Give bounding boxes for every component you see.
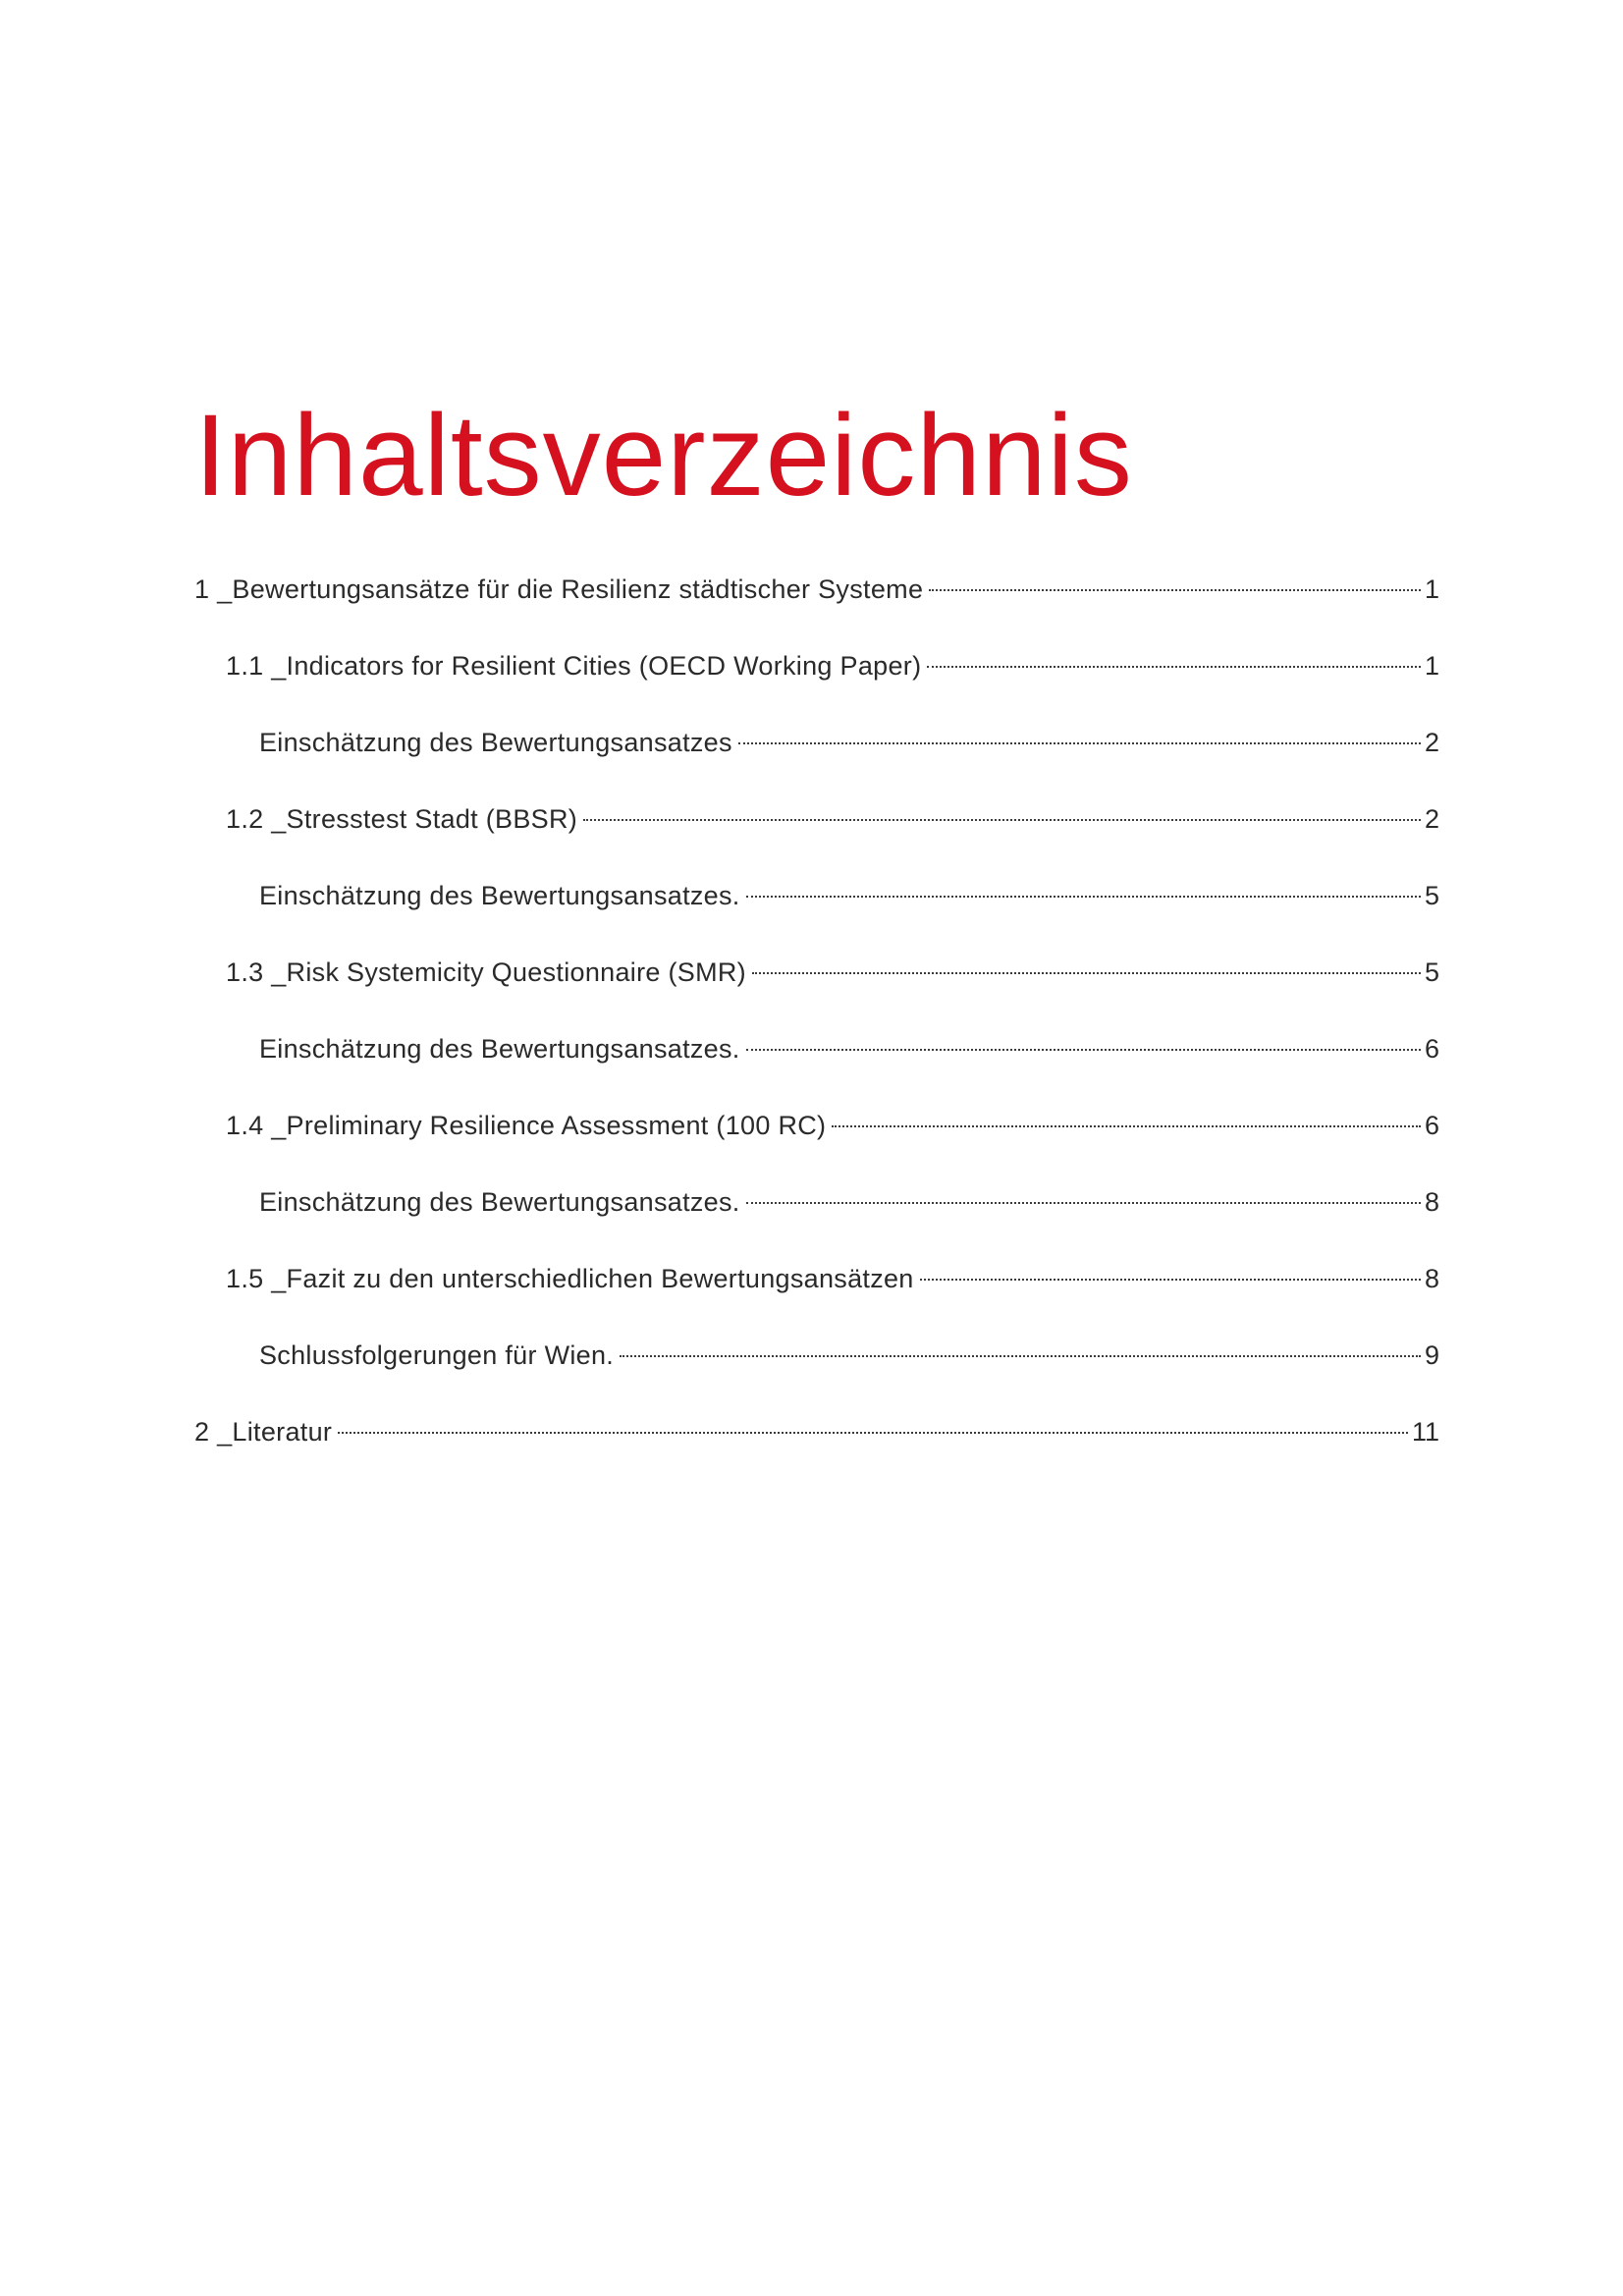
toc-entry[interactable] — [194, 1101, 1439, 1177]
toc-page-number: 2 — [1424, 728, 1439, 757]
toc-entry-text: 1.4 _Preliminary Resilience Assessment (100 RC) — [226, 1111, 827, 1140]
toc-entry-text: Einschätzung des Bewertungsansatzes. — [259, 881, 740, 910]
toc-entry-text: 1.5 _Fazit zu den unterschiedlichen Bewertungsansätzen — [226, 1264, 914, 1293]
toc-entry[interactable] — [194, 1177, 1439, 1254]
toc-page-number: 5 — [1424, 881, 1439, 910]
toc-entry-text: 1 _Bewertungsansätze für die Resilienz städtischer Systeme — [194, 574, 924, 604]
toc-entry-text: 1.1 _Indicators for Resilient Cities (OECD Working Paper) — [226, 651, 922, 681]
toc-entry-text: Einschätzung des Bewertungsansatzes. — [259, 1187, 740, 1217]
toc-dot-leader — [746, 1202, 1421, 1204]
toc-page-number: 1 — [1424, 651, 1439, 681]
toc-entry[interactable] — [194, 1331, 1439, 1407]
toc-dot-leader — [746, 896, 1421, 898]
toc-entry-text: Einschätzung des Bewertungsansatzes. — [259, 1034, 740, 1064]
toc-entry-text: 1.3 _Risk Systemicity Questionnaire (SMR) — [226, 957, 746, 987]
toc-dot-leader — [620, 1355, 1421, 1357]
toc-dot-leader — [832, 1125, 1421, 1127]
toc-entry-text: Einschätzung des Bewertungsansatzes — [259, 728, 732, 757]
toc-entry[interactable] — [194, 1407, 1439, 1484]
toc-page-number: 2 — [1424, 804, 1439, 834]
toc-dot-leader — [920, 1279, 1421, 1281]
toc-dot-leader — [752, 972, 1421, 974]
toc-entry-text: 1.2 _Stresstest Stadt (BBSR) — [226, 804, 578, 834]
toc-entry[interactable] — [194, 641, 1439, 718]
toc-entry[interactable] — [194, 794, 1439, 871]
toc-entry[interactable] — [194, 565, 1439, 641]
toc-page-number: 5 — [1424, 957, 1439, 987]
toc-dot-leader — [927, 666, 1421, 668]
toc-dot-leader — [338, 1432, 1408, 1434]
page-title: Inhaltsverzeichnis — [194, 391, 1133, 520]
toc-entry-text: 2 _Literatur — [194, 1417, 333, 1447]
toc-entry[interactable] — [194, 948, 1439, 1024]
toc-entry[interactable] — [194, 1024, 1439, 1101]
toc-entry[interactable] — [194, 718, 1439, 794]
toc-page-number: 1 — [1424, 574, 1439, 604]
toc-dot-leader — [929, 589, 1421, 591]
toc-entry-text: Schlussfolgerungen für Wien. — [259, 1340, 615, 1370]
toc-dot-leader — [583, 819, 1421, 821]
toc-page-number: 8 — [1424, 1264, 1439, 1293]
toc-dot-leader — [738, 742, 1421, 744]
toc-page-number: 6 — [1424, 1034, 1439, 1064]
toc-entry[interactable] — [194, 871, 1439, 948]
table-of-contents — [194, 565, 1439, 1484]
toc-page-number: 11 — [1411, 1417, 1439, 1447]
toc-page-number: 8 — [1424, 1187, 1439, 1217]
toc-page-number: 6 — [1424, 1111, 1439, 1140]
toc-page-number: 9 — [1424, 1340, 1439, 1370]
toc-dot-leader — [746, 1049, 1421, 1051]
toc-entry[interactable] — [194, 1254, 1439, 1331]
